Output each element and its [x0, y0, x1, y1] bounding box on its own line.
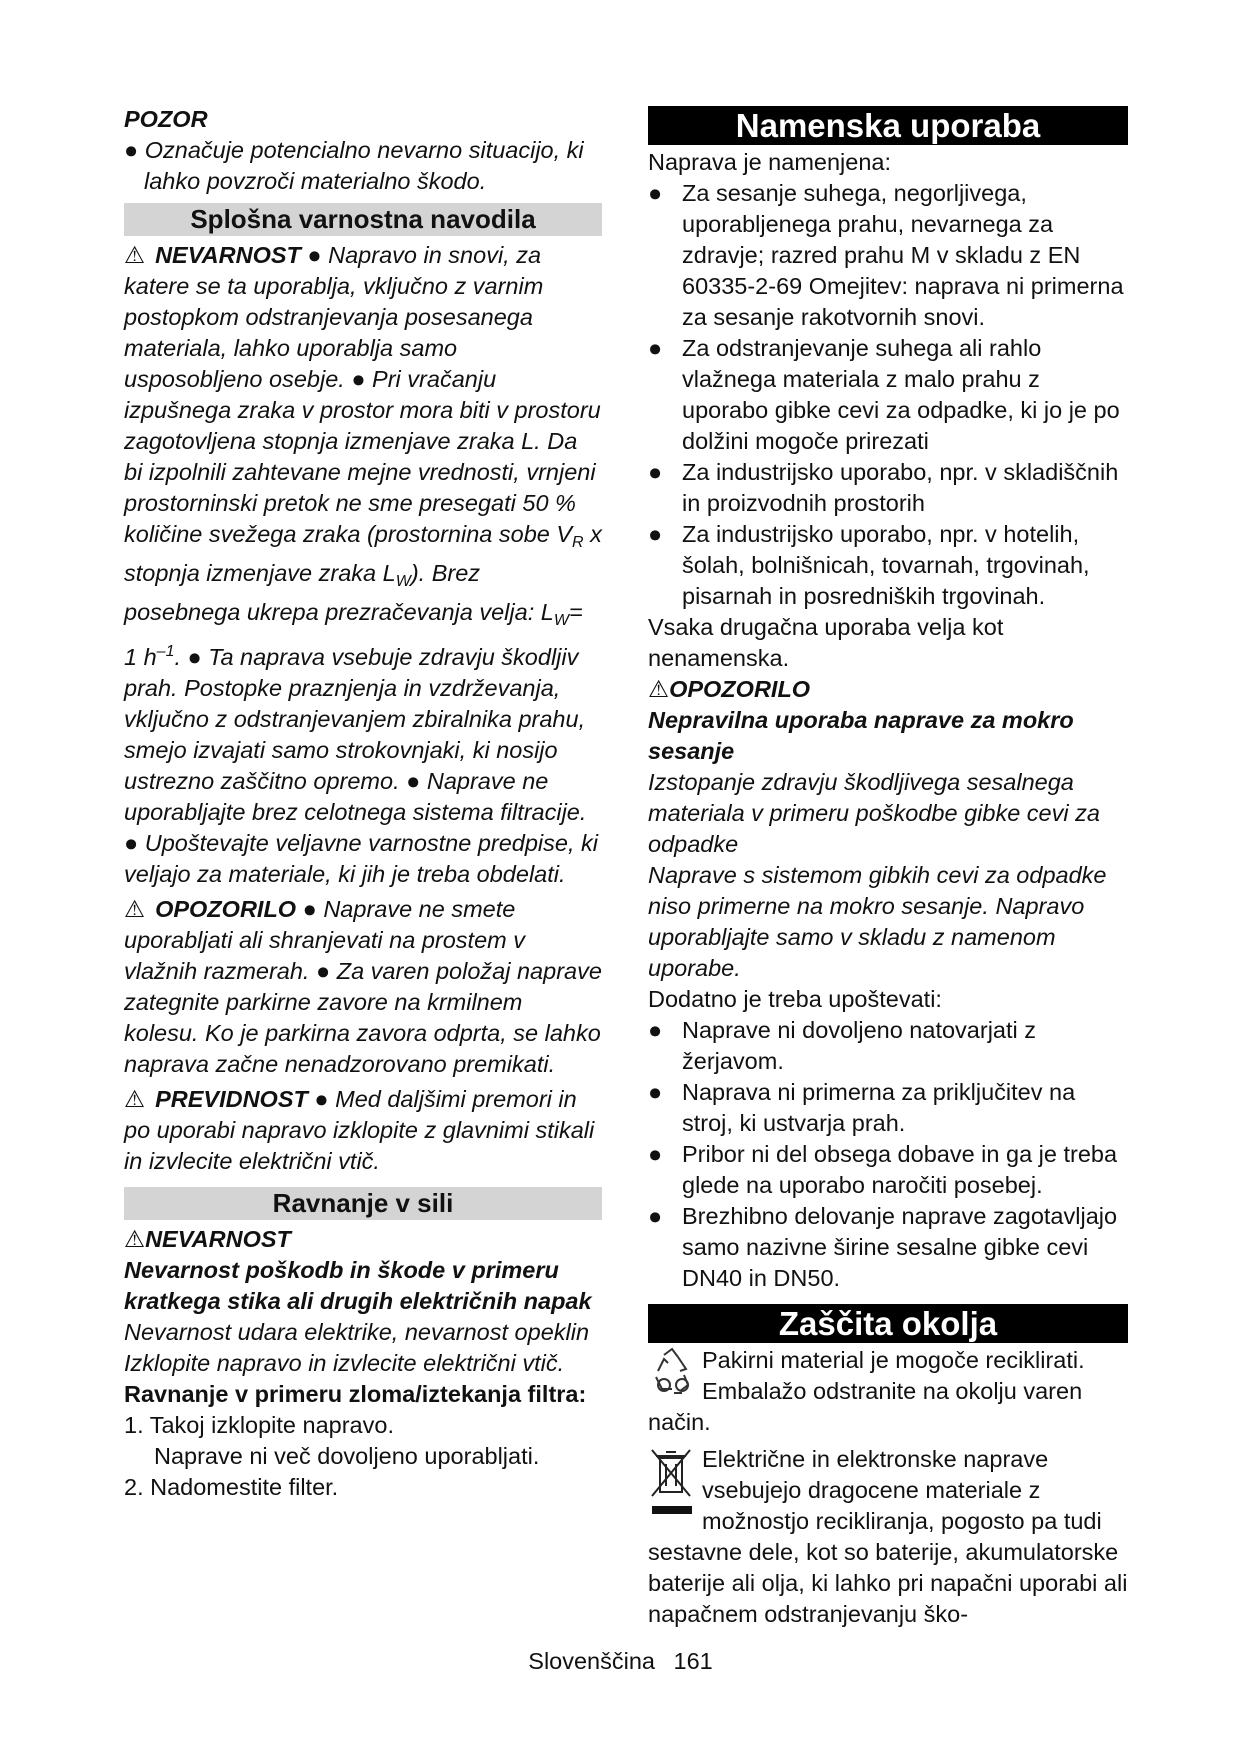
weee-paragraph — [648, 1444, 1128, 1630]
warning-triangle-icon: ⚠ — [124, 1226, 146, 1252]
page-number: 161 — [673, 1648, 713, 1674]
nevarnost-text-5: . ● Ta naprava vsebuje zdravju škodljiv prah. Postopke praznjenja in vzdrževanja, vključno z odstranjevanjem zbiralnika prahu, smejo izvajati samo strokovnjaki, ki nosijo ustrezno zaščitno opremo. ● Naprave ne uporabljajte brez celotnega sistema filtracije. ● Upoštevajte veljavne varnostne predpise, ki veljajo za materiale, ki jih je treba obdelati. — [124, 644, 599, 887]
pozor-item: ● Označuje potencialno nevarno situacijo, ki lahko povzroči materialno škodo. — [124, 137, 584, 194]
ravnanje-italic-2: Izklopite napravo in izvlecite električni vtič. — [124, 1350, 565, 1376]
bullet-icon: ● — [648, 1203, 663, 1229]
nevarnost-text-1: ● Napravo in snovi, za katere se ta uporablja, vključno z varnim postopkom odstranjevanja posesanega materiala, lahko uporablja samo usposobljeno osebje. ● Pri vračanju izpušnega zraka v prostor mora biti v prostoru zagotovljena stopnja izmenjave zraka L. Da bi izpolnili zahtevane mejne vrednosti, vrnjeni prostorninski pretok ne sme presegati 50 % količine svežega zraka (prostornina sobe V — [124, 242, 601, 547]
section-heading-ravnanje: Ravnanje v sili — [124, 1187, 602, 1220]
warning-triangle-icon: ⚠ — [124, 242, 146, 268]
ravnanje-nevarnost — [124, 1224, 602, 1255]
ravnanje-step-1: 1. Takoj izklopite napravo. — [124, 1412, 394, 1438]
section-heading-namenska: Namenska uporaba — [648, 106, 1128, 145]
warning-triangle-icon: ⚠ — [124, 1086, 146, 1112]
list-item-text: Naprava ni primerna za priključitev na stroj, ki ustvarja prah. — [682, 1079, 1076, 1136]
ravnanje-bold-heading: Ravnanje v primeru zloma/iztekanja filtra: — [124, 1381, 587, 1407]
recycle-text: Pakirni material je mogoče reciklirati. Embalažo odstranite na okolju varen način. — [648, 1347, 1085, 1435]
opozorilo-text: ● Naprave ne smete uporabljati ali shranjevati na prostem v vlažnih razmerah. ● Za varen položaj naprave zategnite parkirne zavore na krmilnem kolesu. Ko je parkirna zavora odprta, se lahko naprava začne nenadzorovano premikati. — [124, 896, 602, 1077]
section-heading-splosna: Splošna varnostna navodila — [124, 203, 602, 236]
bullet-icon: ● — [648, 459, 663, 485]
list-item-text: Za industrijsko uporabo, npr. v skladiščnih in proizvodnih prostorih — [682, 459, 1119, 516]
ravnanje-nevarnost-label: NEVARNOST — [145, 1226, 291, 1252]
recycle-icon — [648, 1345, 698, 1403]
bullet-icon: ● — [648, 180, 663, 206]
nevarnost-label: NEVARNOST — [155, 242, 301, 268]
subscript-w-2: W — [553, 612, 569, 629]
previdnost-text: ● Med daljšimi premori in po uporabi napravo izklopite z glavnimi stikali in izvlecite električni vtič. — [124, 1086, 595, 1174]
namenska-opozorilo-italic-1: Izstopanje zdravju škodljivega sesalnega materiala v primeru poškodbe gibke cevi za odpadke — [648, 769, 1100, 857]
subscript-w: W — [395, 573, 411, 590]
list-item — [648, 333, 1128, 457]
warning-triangle-icon: ⚠ — [124, 896, 146, 922]
bullet-icon: ● — [648, 1017, 663, 1043]
nevarnost-paragraph — [124, 240, 602, 890]
ravnanje-step-2: 2. Nadomestite filter. — [124, 1474, 339, 1500]
list-item-text: Za odstranjevanje suhega ali rahlo vlažnega materiala z malo prahu z uporabo gibke cevi za odpadke, ki jo je po dolžini mogoče prirezati — [682, 335, 1120, 454]
list-item-text: Brezhibno delovanje naprave zagotavljajo samo nazivne širine sesalne gibke cevi DN40 in DN50. — [682, 1203, 1118, 1291]
list-item — [648, 1139, 1128, 1201]
list-item-text: Za sesanje suhega, negorljivega, uporabljenega prahu, nevarnega za zdravje; razred prahu M v skladu z EN 60335-2-69 Omejitev: naprava ni primerna za sesanje rakotvornih snovi. — [682, 180, 1124, 330]
warning-triangle-icon: ⚠ — [648, 676, 670, 702]
bullet-icon: ● — [648, 1141, 663, 1167]
namenska-opozorilo-label: OPOZORILO — [669, 676, 811, 702]
namenska-opozorilo-bold: Nepravilna uporaba naprave za mokro sesanje — [648, 707, 1074, 764]
subscript-r: R — [572, 534, 584, 551]
bullet-icon: ● — [648, 335, 663, 361]
footer-language: Slovenščina — [528, 1648, 655, 1674]
namenska-dodatno: Dodatno je treba upoštevati: — [648, 986, 942, 1012]
list-item-text: Za industrijsko uporabo, npr. v hotelih, šolah, bolnišnicah, tovarnah, trgovinah, pisarnah in posredniških trgovinah. — [682, 521, 1090, 609]
nevarnost-text-2: x stopnja izmenjave zraka L — [124, 521, 602, 586]
bullet-icon: ● — [648, 521, 663, 547]
list-item — [648, 457, 1128, 519]
weee-text: Električne in elektronske naprave vsebujejo dragocene materiale z možnostjo recikliranja, pogosto pa tudi sestavne dele, kot so baterije, akumulatorske baterije ali olja, ki lahko pri napačni uporabi ali napačnem odstranjevanju ško- — [648, 1446, 1128, 1627]
superscript-exp: –1 — [156, 643, 175, 660]
section-heading-zascita: Zaščita okolja — [648, 1304, 1128, 1343]
namenska-opozorilo-italic-2: Naprave s sistemom gibkih cevi za odpadke niso primerne na mokro sesanje. Napravo uporabljajte samo v skladu z namenom uporabe. — [648, 862, 1107, 981]
right-column — [648, 104, 1128, 1630]
list-item-text: Pribor ni del obsega dobave in ga je treba glede na uporabo naročiti posebej. — [682, 1141, 1118, 1198]
list-item — [648, 1077, 1128, 1139]
nevarnost-text-3: ). Brez posebnega ukrepa prezračevanja velja: L — [124, 560, 554, 625]
opozorilo-paragraph — [124, 894, 602, 1080]
previdnost-label: PREVIDNOST — [155, 1086, 308, 1112]
namenska-outro: Vsaka drugačna uporaba velja kot nenamenska. — [648, 614, 1004, 671]
ravnanje-italic-1: Nevarnost udara elektrike, nevarnost opeklin — [124, 1319, 590, 1345]
left-column — [124, 104, 602, 1503]
ravnanje-bold-italic: Nevarnost poškodb in škode v primeru kratkega stika ali drugih električnih napak — [124, 1257, 592, 1314]
list-item — [648, 1015, 1128, 1077]
namenska-opozorilo — [648, 674, 1128, 705]
list-item — [648, 178, 1128, 333]
crossed-bin-icon — [648, 1444, 698, 1520]
recycle-paragraph — [648, 1345, 1128, 1438]
page-footer — [0, 1648, 1241, 1675]
pozor-title: POZOR — [124, 106, 208, 132]
ravnanje-step-1b: Naprave ni več dovoljeno uporabljati. — [154, 1443, 540, 1469]
list-item — [648, 519, 1128, 612]
previdnost-paragraph — [124, 1084, 602, 1177]
list-item — [648, 1201, 1128, 1294]
namenska-intro: Naprava je namenjena: — [648, 149, 891, 175]
nevarnost-text-4: = 1 h — [124, 599, 583, 670]
opozorilo-label: OPOZORILO — [155, 896, 297, 922]
list-item-text: Naprave ni dovoljeno natovarjati z žerjavom. — [682, 1017, 1037, 1074]
bullet-icon: ● — [648, 1079, 663, 1105]
